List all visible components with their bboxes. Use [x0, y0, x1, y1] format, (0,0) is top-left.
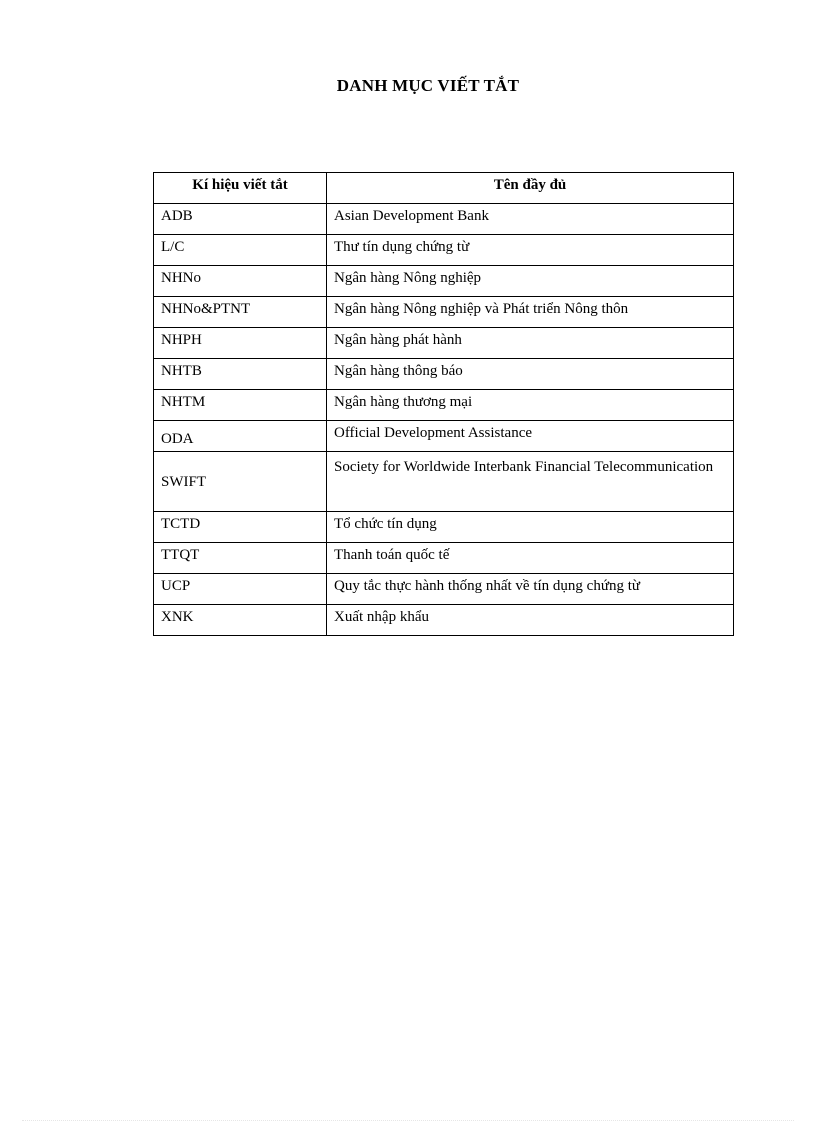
abbreviation-cell: NHTM	[154, 390, 327, 421]
full-name-cell: Tổ chức tín dụng	[327, 512, 734, 543]
table-row	[154, 605, 734, 636]
table-row	[154, 543, 734, 574]
abbreviation-cell: TCTD	[154, 512, 327, 543]
full-name-cell: Xuất nhập khẩu	[327, 605, 734, 636]
abbreviation-cell: NHTB	[154, 359, 327, 390]
full-name-cell: Ngân hàng thương mại	[327, 390, 734, 421]
full-name-cell: Thanh toán quốc tế	[327, 543, 734, 574]
full-name-cell: Society for Worldwide Interbank Financial Telecommunication	[327, 452, 734, 512]
table-row	[154, 512, 734, 543]
full-name-cell: Ngân hàng thông báo	[327, 359, 734, 390]
abbreviation-cell: SWIFT	[154, 452, 327, 512]
table-row	[154, 266, 734, 297]
page-bottom-divider	[22, 1120, 794, 1121]
full-name-cell: Thư tín dụng chứng từ	[327, 235, 734, 266]
full-name-cell: Ngân hàng Nông nghiệp và Phát triển Nông thôn	[327, 297, 734, 328]
table-row	[154, 452, 734, 512]
full-name-cell: Quy tắc thực hành thống nhất về tín dụng chứng từ	[327, 574, 734, 605]
full-name-cell: Ngân hàng Nông nghiệp	[327, 266, 734, 297]
abbreviation-cell: TTQT	[154, 543, 327, 574]
header-abbreviation: Kí hiệu viết tắt	[154, 173, 327, 204]
page-title: DANH MỤC VIẾT TẮT	[336, 76, 520, 95]
header-full-name: Tên đầy đủ	[327, 173, 734, 204]
table-row	[154, 359, 734, 390]
table-row	[154, 297, 734, 328]
table-row	[154, 421, 734, 452]
full-name-cell: Official Development Assistance	[327, 421, 734, 452]
abbreviation-cell: UCP	[154, 574, 327, 605]
abbreviation-cell: L/C	[154, 235, 327, 266]
abbreviation-cell: NHPH	[154, 328, 327, 359]
full-name-cell: Asian Development Bank	[327, 204, 734, 235]
abbreviation-cell: NHNo	[154, 266, 327, 297]
abbreviation-cell: ADB	[154, 204, 327, 235]
table-row	[154, 390, 734, 421]
table-row	[154, 328, 734, 359]
abbreviation-table	[153, 172, 734, 636]
abbreviation-cell: ODA	[154, 421, 327, 452]
full-name-cell: Ngân hàng phát hành	[327, 328, 734, 359]
table-row	[154, 574, 734, 605]
abbreviation-cell: NHNo&PTNT	[154, 297, 327, 328]
table-row	[154, 235, 734, 266]
table-header-row	[154, 173, 734, 204]
abbreviation-cell: XNK	[154, 605, 327, 636]
table-row	[154, 204, 734, 235]
